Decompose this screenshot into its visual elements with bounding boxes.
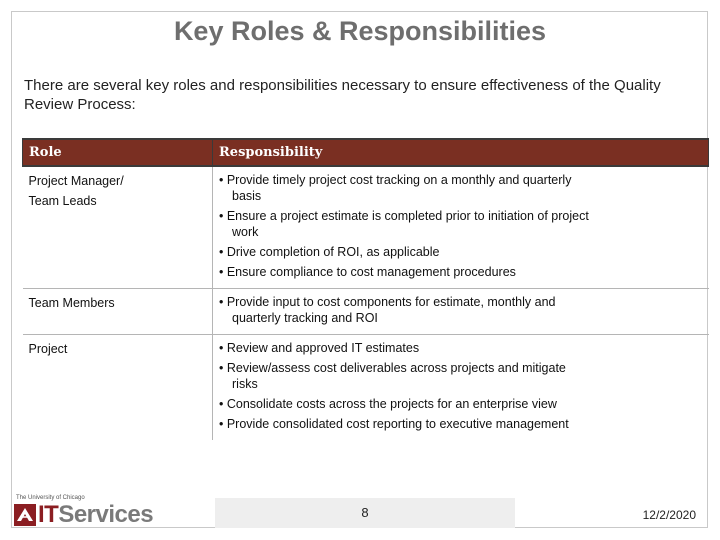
footer-date: 12/2/2020 — [642, 508, 696, 522]
responsibility-cell — [213, 166, 709, 289]
role-cell — [23, 166, 213, 289]
responsibility-item: • Consolidate costs across the projects for an enterprise view — [219, 397, 557, 411]
role-cell — [23, 335, 213, 441]
role-line: Team Members — [28, 296, 115, 310]
role-cell — [23, 289, 213, 335]
logo-university-text: The University of Chicago — [16, 495, 85, 501]
responsibility-item: • Ensure a project estimate is completed prior to initiation of project work — [219, 209, 589, 239]
header-role: Role — [23, 139, 213, 166]
responsibility-item: • Drive completion of ROI, as applicable — [219, 245, 440, 259]
responsibility-item: • Provide input to cost components for estimate, monthly and quarterly tracking and ROI — [219, 295, 556, 325]
roles-table — [22, 138, 709, 440]
slide-title: Key Roles & Responsibilities — [173, 16, 547, 46]
responsibility-item: • Provide timely project cost tracking on a monthly and quarterly basis — [219, 173, 572, 203]
table-header-row — [23, 139, 709, 166]
responsibility-item: • Ensure compliance to cost management procedures — [219, 265, 516, 279]
responsibility-cell — [213, 289, 709, 335]
logo-wordmark: ITServices — [38, 501, 154, 528]
table-row — [23, 166, 709, 289]
responsibility-item: • Provide consolidated cost reporting to executive management — [219, 417, 569, 431]
intro-text: There are several key roles and responsibilities necessary to ensure effectiveness of the Quality Review Process: — [24, 77, 661, 113]
responsibility-item: • Review/assess cost deliverables across projects and mitigate risks — [219, 361, 566, 391]
it-services-logo — [14, 502, 153, 528]
header-responsibility: Responsibility — [213, 139, 709, 166]
table-row — [23, 289, 709, 335]
role-line: Team Leads — [28, 194, 97, 208]
page-number: 8 — [215, 498, 515, 528]
table-row — [23, 335, 709, 441]
phoenix-icon — [14, 504, 36, 526]
responsibility-item: • Review and approved IT estimates — [219, 341, 420, 355]
responsibility-cell — [213, 335, 709, 441]
role-line: Project — [28, 342, 68, 356]
role-line: Project Manager/ — [28, 174, 124, 188]
